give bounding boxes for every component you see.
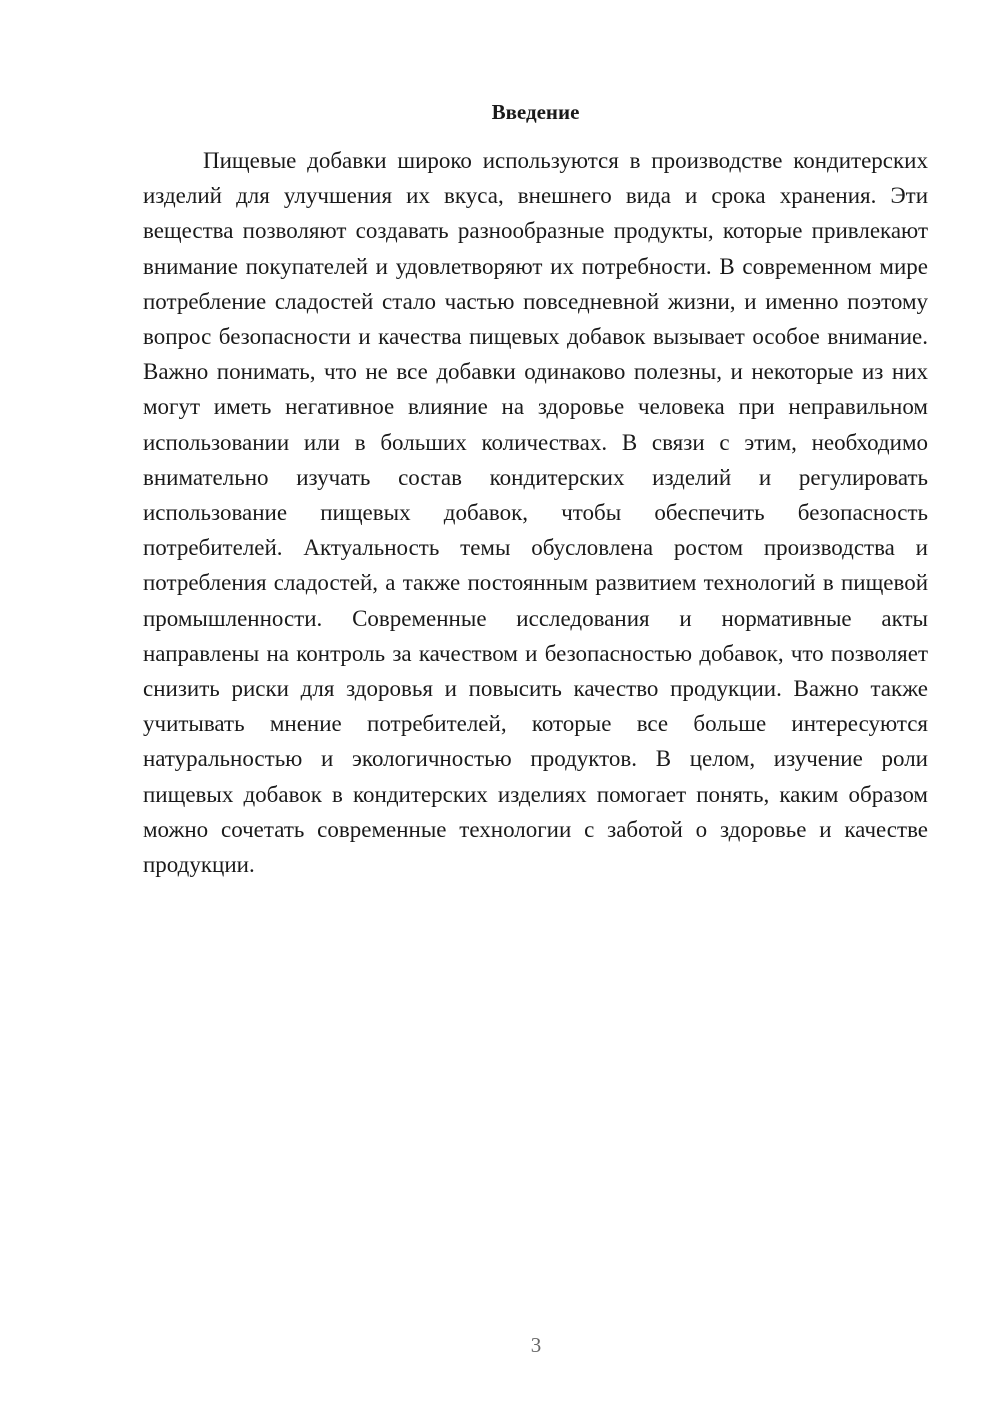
page-number: 3 xyxy=(530,1333,542,1357)
body-paragraph: Пищевые добавки широко используются в производстве кондитерских изделий для улучшения их вкуса, внешнего вида и срока хранения. Эти вещества позволяют создавать разнообразные продукты, которые привлекают внимание покупателей и удовлетворяют их потребности. В современном мире потребление сладостей стало частью повседневной жизни, и именно поэтому вопрос безопасности и качества пищевых добавок вызывает особое внимание. Важно понимать, что не все добавки одинаково полезны, и некоторые из них могут иметь негативное влияние на здоровье человека при неправильном использовании или в больших количествах. В связи с этим, необходимо внимательно изучать состав кондитерских изделий и регулировать использование пищевых добавок, чтобы обеспечить безопасность потребителей. Актуальность темы обусловлена ростом производства и потребления сладостей, а также постоянным развитием технологий в пищевой промышленности. Современные исследования и нормативные акты направлены на контроль за качеством и безопасностью добавок, что позволяет снизить риски для здоровья и повысить качество продукции. Важно также учитывать мнение потребителей, которые все больше интересуются натуральностью и экологичностью продуктов. В целом, изучение роли пищевых добавок в кондитерских изделиях помогает понять, каким образом можно сочетать современные технологии с заботой о здоровье и качестве продукции. xyxy=(143,148,928,878)
section-heading: Введение xyxy=(491,100,580,124)
